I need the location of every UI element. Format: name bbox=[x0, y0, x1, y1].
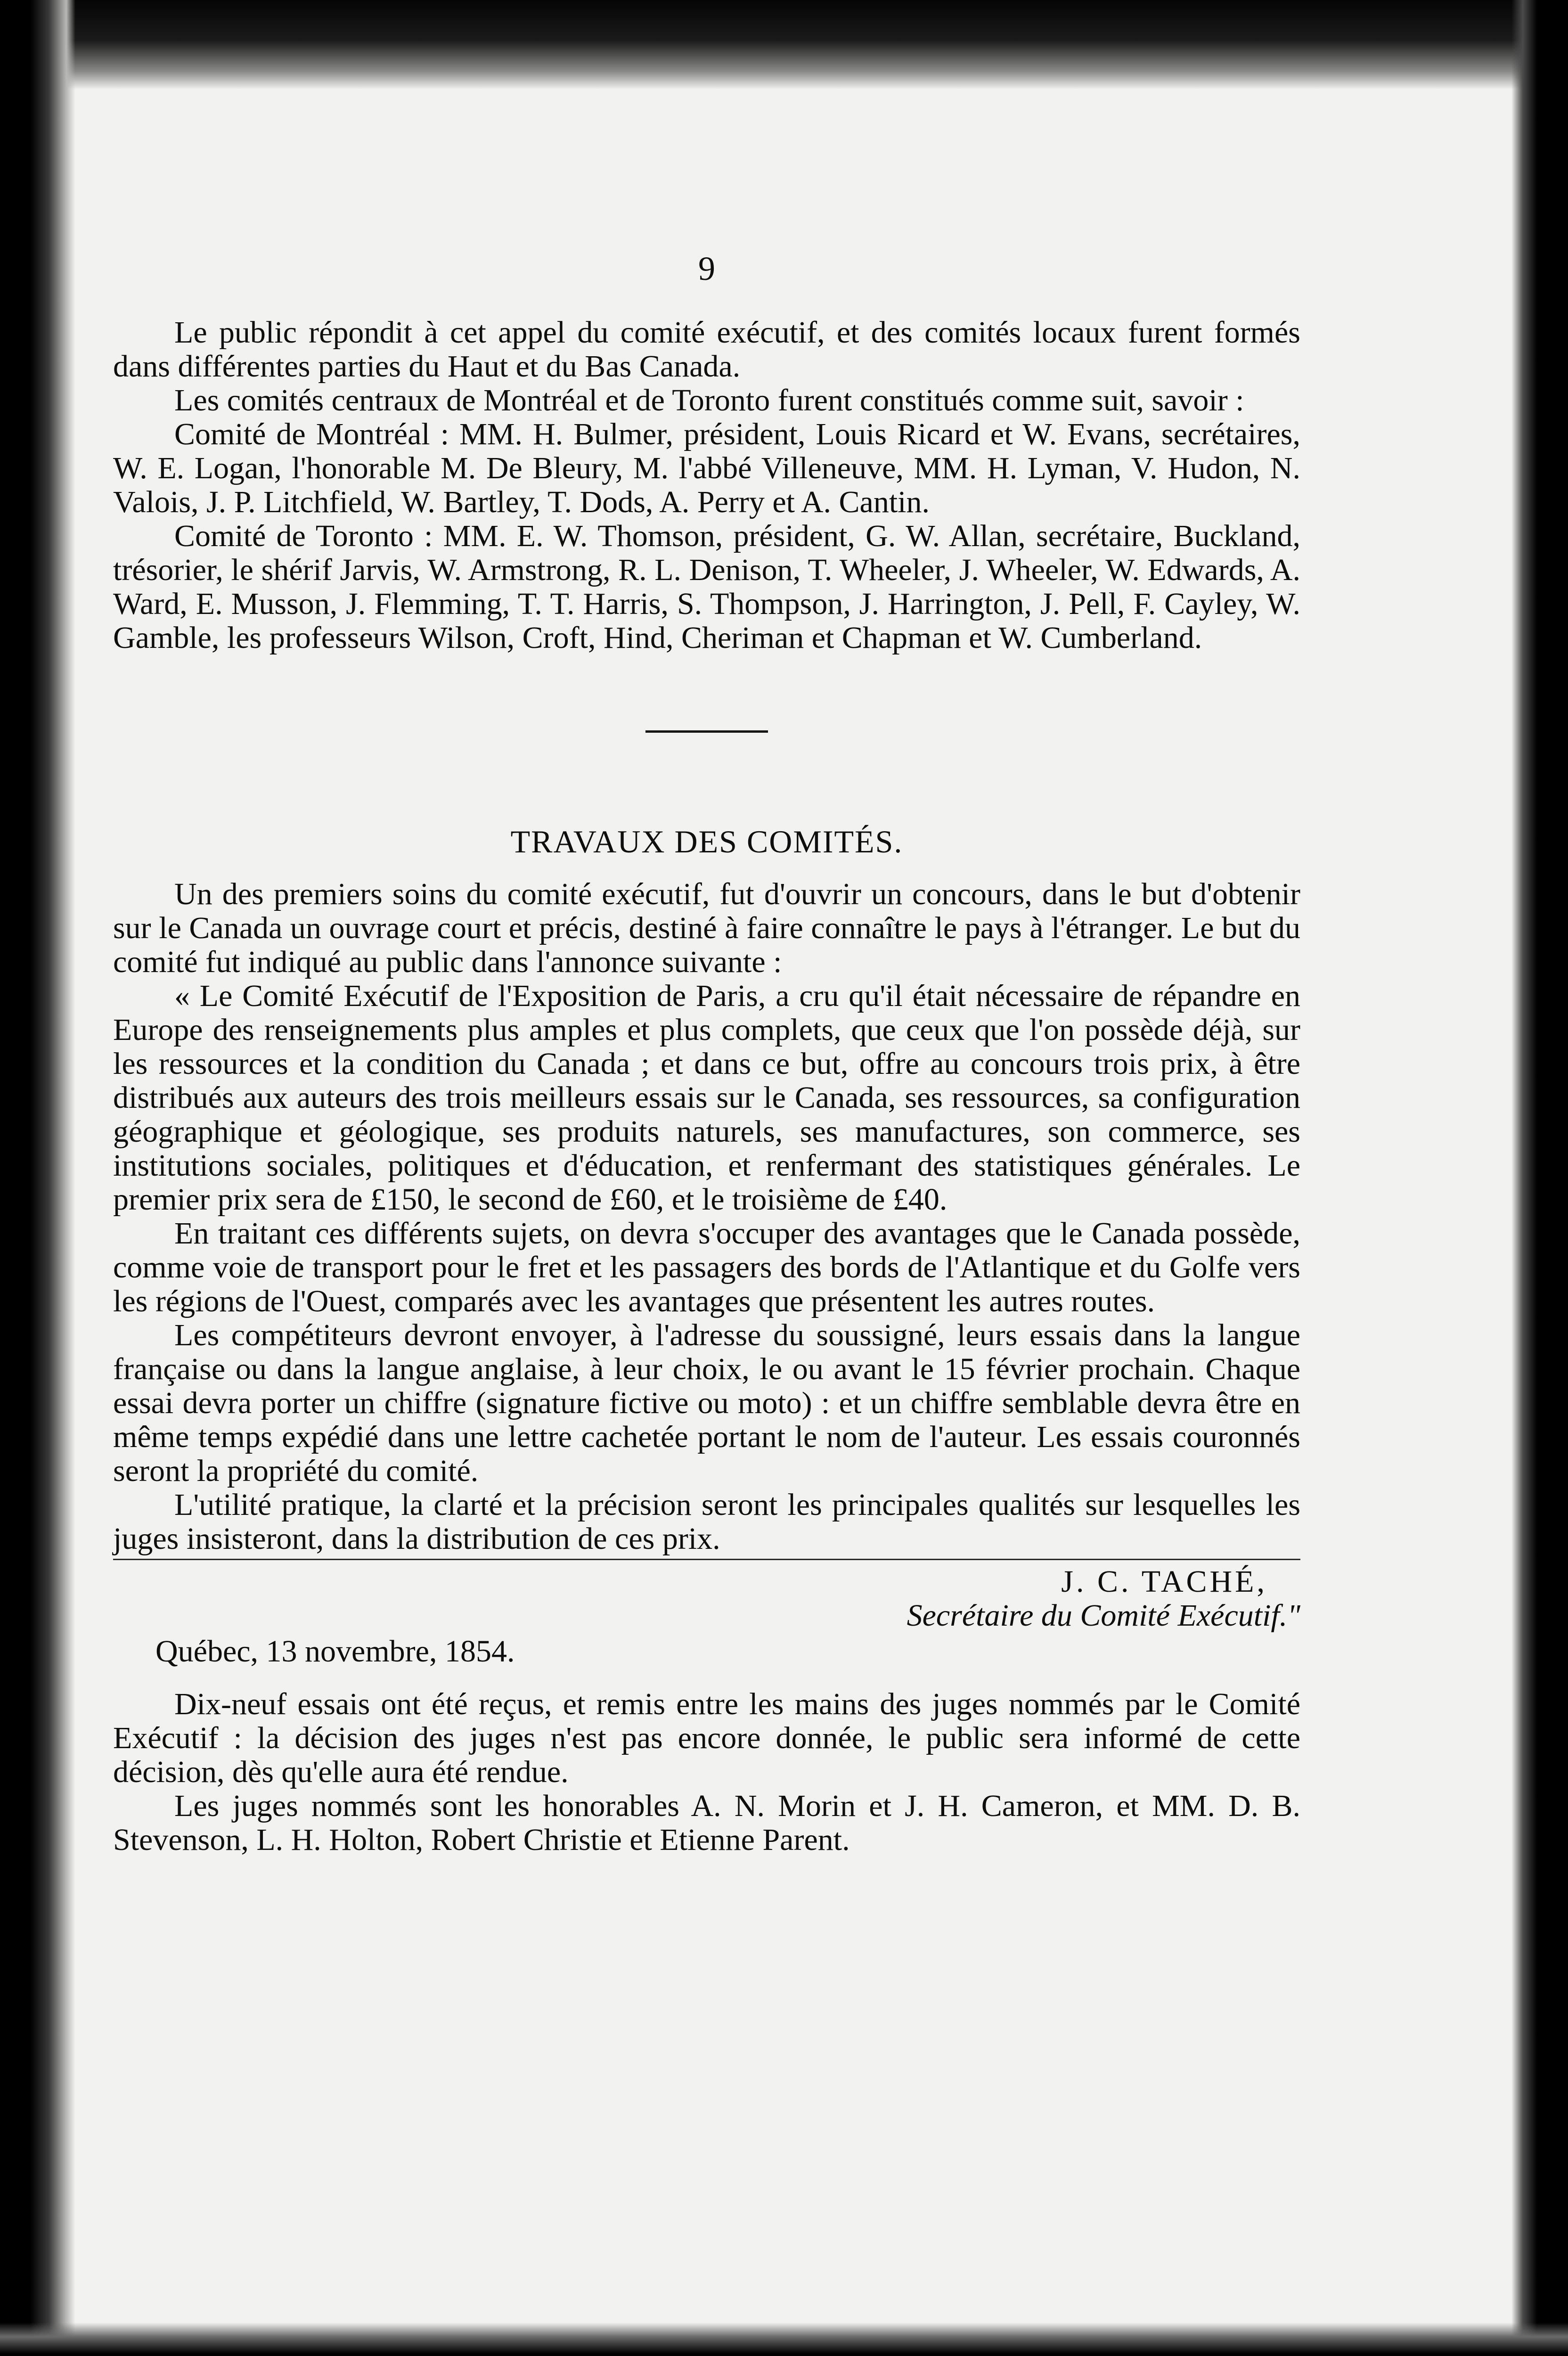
signature-block bbox=[113, 1565, 1300, 1633]
signatory-name: J. C. TACHÉ, bbox=[1061, 1564, 1267, 1599]
committees-intro bbox=[113, 316, 1300, 655]
paragraph: « Le Comité Exécutif de l'Exposition de Paris, a cru qu'il était nécessaire de répandre en Europe des renseignements plus amples et plus complets, que ceux que l'on possède déjà, sur les ressources et la condition du Canada ; et dans ce but, offre au concours trois prix, à être distribués aux auteurs des trois meilleurs essais sur le Canada, ses ressources, sa configuration géographique et géologique, ses produits naturels, ses manufactures, son commerce, ses institutions sociales, politiques et d'éducation, et renfermant des statistiques générales. Le premier prix sera de £150, le second de £60, et le troisième de £40. bbox=[113, 979, 1300, 1217]
results-section bbox=[113, 1687, 1300, 1857]
date-line: Québec, 13 novembre, 1854. bbox=[155, 1634, 515, 1669]
paragraph: Les compétiteurs devront envoyer, à l'adresse du soussigné, leurs essais dans la langue française ou dans la langue anglaise, à leur choix, le ou avant le 15 février prochain. Chaque essai devra porter un chiffre (signature fictive ou moto) : et un chiffre semblable devra être en même temps expédié dans une lettre cachetée portant le nom de l'auteur. Les essais couronnés seront la propriété du comité. bbox=[113, 1318, 1300, 1488]
paragraph: Un des premiers soins du comité exécutif, fut d'ouvrir un concours, dans le but d'obtenir sur le Canada un ouvrage court et précis, destiné à faire connaître le pays à l'étranger. Le but du comité fut indiqué au public dans l'annonce suivante : bbox=[113, 877, 1300, 979]
page-number: 9 bbox=[698, 250, 715, 287]
paragraph: Le public répondit à cet appel du comité exécutif, et des comités locaux furent formés dans différentes parties du Haut et du Bas Canada. bbox=[113, 315, 1300, 384]
committee-work-section bbox=[113, 877, 1300, 1556]
scan-border-right bbox=[1511, 0, 1568, 2356]
scan-border-bottom bbox=[0, 2323, 1568, 2356]
document-page bbox=[113, 245, 1300, 1857]
paragraph: Les juges nommés sont les honorables A. N. Morin et J. H. Cameron, et MM. D. B. Stevenson, L. H. Holton, Robert Christie et Etienne Parent. bbox=[113, 1789, 1300, 1857]
paragraph: L'utilité pratique, la clarté et la précision seront les principales qualités sur lesquelles les juges insisteront, dans la distribution de ces prix. bbox=[113, 1488, 1300, 1556]
paragraph: Les comités centraux de Montréal et de Toronto furent constitués comme suit, savoir : bbox=[174, 383, 1244, 417]
signatory-role: Secrétaire du Comité Exécutif." bbox=[906, 1598, 1300, 1633]
scan-border-top bbox=[0, 0, 1568, 90]
section-divider bbox=[645, 730, 768, 733]
scan-border-left bbox=[0, 0, 75, 2356]
paragraph: Comité de Montréal : MM. H. Bulmer, président, Louis Ricard et W. Evans, secrétaires, W. E. Logan, l'honorable M. De Bleury, M. l'abbé Villeneuve, MM. H. Lyman, V. Hudon, N. Valois, J. P. Litchfield, W. Bartley, T. Dods, A. Perry et A. Cantin. bbox=[113, 417, 1300, 519]
paragraph: Comité de Toronto : MM. E. W. Thomson, président, G. W. Allan, secrétaire, Buckland, trésorier, le shérif Jarvis, W. Armstrong, R. L. Denison, T. Wheeler, J. Wheeler, W. Edwards, A. Ward, E. Musson, J. Flemming, T. T. Harris, S. Thompson, J. Harrington, J. Pell, F. Cayley, W. Gamble, les professeurs Wilson, Croft, Hind, Cheriman et Chapman et W. Cumberland. bbox=[113, 519, 1300, 655]
section-title: TRAVAUX DES COMITÉS. bbox=[510, 824, 903, 859]
separator-line bbox=[113, 1559, 1300, 1560]
paragraph: En traitant ces différents sujets, on devra s'occuper des avantages que le Canada possède, comme voie de transport pour le fret et les passagers des bords de l'Atlantique et du Golfe vers les régions de l'Ouest, comparés avec les avantages que présentent les autres routes. bbox=[113, 1216, 1300, 1318]
paragraph: Dix-neuf essais ont été reçus, et remis entre les mains des juges nommés par le Comité Exécutif : la décision des juges n'est pas encore donnée, le public sera informé de cette décision, dès qu'elle aura été rendue. bbox=[113, 1687, 1300, 1789]
